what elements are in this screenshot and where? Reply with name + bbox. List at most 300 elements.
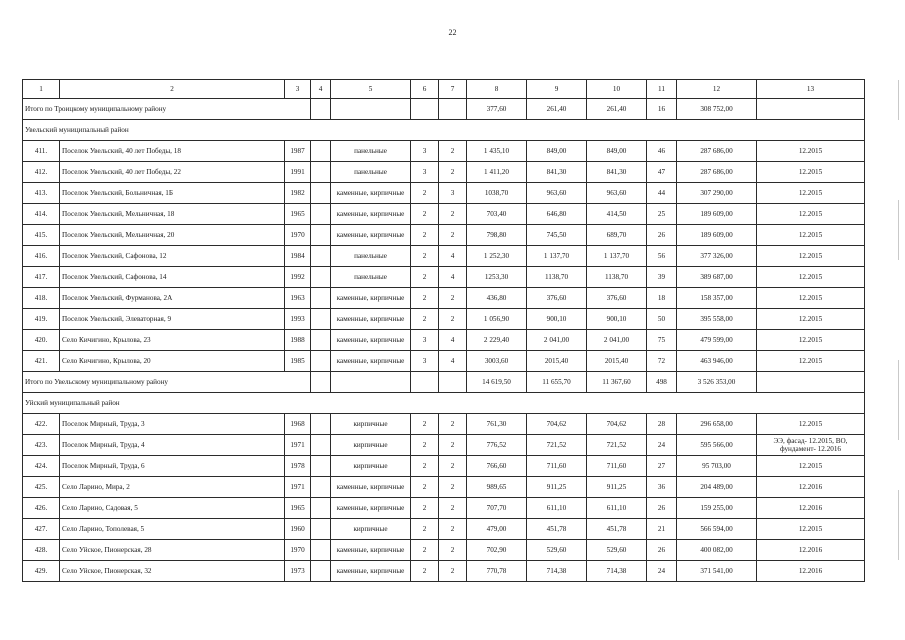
area-col8-cell: 776,52 xyxy=(467,435,527,456)
area-col8-cell: 436,80 xyxy=(467,288,527,309)
table-row xyxy=(23,477,865,498)
area-col10-cell: 451,78 xyxy=(587,519,647,540)
area-col8-cell: 1253,30 xyxy=(467,267,527,288)
area-col10-cell: 849,00 xyxy=(587,141,647,162)
area-col9-cell: 704,62 xyxy=(527,414,587,435)
row-number: 425. xyxy=(23,477,60,498)
total-residents: 16 xyxy=(647,99,677,120)
area-col9-cell: 963,60 xyxy=(527,183,587,204)
cost-cell: 400 082,00 xyxy=(677,540,757,561)
residents-cell: 46 xyxy=(647,141,677,162)
table-row xyxy=(23,141,865,162)
deadline-cell: 12.2015 xyxy=(757,246,865,267)
empty-cell xyxy=(311,225,331,246)
year-cell: 1993 xyxy=(285,309,311,330)
empty-cell xyxy=(311,372,331,393)
residents-cell: 56 xyxy=(647,246,677,267)
cost-cell: 377 326,00 xyxy=(677,246,757,267)
scan-margin-marks xyxy=(889,60,899,620)
table-row xyxy=(23,246,865,267)
cost-cell: 479 599,00 xyxy=(677,330,757,351)
year-cell: 1965 xyxy=(285,204,311,225)
housing-repair-table xyxy=(22,79,865,582)
row-number: 429. xyxy=(23,561,60,582)
empty-cell xyxy=(311,330,331,351)
floors-cell: 2 xyxy=(411,288,439,309)
wall-material-cell: панельные xyxy=(331,141,411,162)
total-area-col10: 261,40 xyxy=(587,99,647,120)
empty-cell xyxy=(311,288,331,309)
area-col8-cell: 2 229,40 xyxy=(467,330,527,351)
area-col8-cell: 1 252,30 xyxy=(467,246,527,267)
area-col10-cell: 704,62 xyxy=(587,414,647,435)
table-row xyxy=(23,414,865,435)
year-cell: 1992 xyxy=(285,267,311,288)
area-col10-cell: 414,50 xyxy=(587,204,647,225)
area-col8-cell: 766,60 xyxy=(467,456,527,477)
address-cell: Село Ларино, Тополевая, 5 xyxy=(60,519,285,540)
wall-material-cell: кирпичные xyxy=(331,519,411,540)
area-col10-cell: 841,30 xyxy=(587,162,647,183)
year-cell: 1970 xyxy=(285,225,311,246)
year-cell: 1968 xyxy=(285,414,311,435)
area-col9-cell: 611,10 xyxy=(527,498,587,519)
floors-cell: 3 xyxy=(411,330,439,351)
empty-cell xyxy=(439,99,467,120)
area-col9-cell: 841,30 xyxy=(527,162,587,183)
residents-cell: 72 xyxy=(647,351,677,372)
table-row xyxy=(23,435,865,456)
cost-cell: 287 686,00 xyxy=(677,162,757,183)
column-number-3: 3 xyxy=(285,80,311,99)
row-number: 411. xyxy=(23,141,60,162)
wall-material-cell: каменные, кирпичные xyxy=(331,561,411,582)
entrances-cell: 4 xyxy=(439,246,467,267)
table-row xyxy=(23,183,865,204)
residents-cell: 26 xyxy=(647,540,677,561)
empty-cell xyxy=(757,372,865,393)
area-col9-cell: 451,78 xyxy=(527,519,587,540)
deadline-cell: 12.2016 xyxy=(757,498,865,519)
residents-cell: 27 xyxy=(647,456,677,477)
column-number-2: 2 xyxy=(60,80,285,99)
area-col10-cell: 721,52 xyxy=(587,435,647,456)
table-row xyxy=(23,540,865,561)
total-area-col8: 377,60 xyxy=(467,99,527,120)
column-number-12: 12 xyxy=(677,80,757,99)
residents-cell: 18 xyxy=(647,288,677,309)
empty-cell xyxy=(311,435,331,456)
deadline-cell: 12.2015 xyxy=(757,204,865,225)
wall-material-cell: каменные, кирпичные xyxy=(331,498,411,519)
table-row xyxy=(23,351,865,372)
floors-cell: 3 xyxy=(411,162,439,183)
cost-cell: 371 541,00 xyxy=(677,561,757,582)
area-col10-cell: 711,60 xyxy=(587,456,647,477)
cost-cell: 159 255,00 xyxy=(677,498,757,519)
table-body xyxy=(23,80,865,582)
wall-material-cell: кирпичные xyxy=(331,414,411,435)
area-col9-cell: 376,60 xyxy=(527,288,587,309)
year-cell: 1971 xyxy=(285,435,311,456)
area-col9-cell: 849,00 xyxy=(527,141,587,162)
row-number: 417. xyxy=(23,267,60,288)
deadline-cell: 12.2015 xyxy=(757,309,865,330)
entrances-cell: 2 xyxy=(439,456,467,477)
deadline-cell: 12.2015 xyxy=(757,288,865,309)
floors-cell: 2 xyxy=(411,561,439,582)
area-col9-cell: 646,80 xyxy=(527,204,587,225)
row-number: 428. xyxy=(23,540,60,561)
floors-cell: 2 xyxy=(411,477,439,498)
empty-cell xyxy=(311,477,331,498)
floors-cell: 2 xyxy=(411,183,439,204)
area-col10-cell: 689,70 xyxy=(587,225,647,246)
floors-cell: 2 xyxy=(411,414,439,435)
table-row xyxy=(23,162,865,183)
area-col8-cell: 1 435,10 xyxy=(467,141,527,162)
cost-cell: 463 946,00 xyxy=(677,351,757,372)
cost-cell: 566 594,00 xyxy=(677,519,757,540)
row-number: 418. xyxy=(23,288,60,309)
empty-cell xyxy=(311,183,331,204)
table-row xyxy=(23,225,865,246)
residents-cell: 24 xyxy=(647,561,677,582)
row-number: 415. xyxy=(23,225,60,246)
cost-cell: 158 357,00 xyxy=(677,288,757,309)
area-col10-cell: 2 041,00 xyxy=(587,330,647,351)
area-col10-cell: 376,60 xyxy=(587,288,647,309)
floors-cell: 2 xyxy=(411,456,439,477)
entrances-cell: 2 xyxy=(439,288,467,309)
floors-cell: 2 xyxy=(411,267,439,288)
residents-cell: 24 xyxy=(647,435,677,456)
entrances-cell: 2 xyxy=(439,204,467,225)
address-cell: Поселок Увельский, 40 лет Победы, 18 xyxy=(60,141,285,162)
floors-cell: 2 xyxy=(411,498,439,519)
district-name: Уйский муниципальный район xyxy=(23,393,865,414)
deadline-cell: 12.2015 xyxy=(757,141,865,162)
area-col8-cell: 1038,70 xyxy=(467,183,527,204)
cost-cell: 389 687,00 xyxy=(677,267,757,288)
wall-material-cell: каменные, кирпичные xyxy=(331,540,411,561)
area-col10-cell: 529,60 xyxy=(587,540,647,561)
empty-cell xyxy=(311,309,331,330)
entrances-cell: 2 xyxy=(439,414,467,435)
wall-material-cell: каменные, кирпичные xyxy=(331,351,411,372)
year-cell: 1960 xyxy=(285,519,311,540)
year-cell: 1965 xyxy=(285,498,311,519)
residents-cell: 47 xyxy=(647,162,677,183)
deadline-cell: 12.2015 xyxy=(757,183,865,204)
address-cell: Поселок Увельский, Больничная, 1Б xyxy=(60,183,285,204)
address-cell: Поселок Увельский, Сафонова, 14 xyxy=(60,267,285,288)
total-area-col9: 261,40 xyxy=(527,99,587,120)
district-total-row xyxy=(23,99,865,120)
deadline-cell: 12.2015 xyxy=(757,225,865,246)
empty-cell xyxy=(311,456,331,477)
empty-cell xyxy=(439,372,467,393)
column-number-10: 10 xyxy=(587,80,647,99)
column-number-1: 1 xyxy=(23,80,60,99)
deadline-cell: 12.2015 xyxy=(757,351,865,372)
cost-cell: 287 686,00 xyxy=(677,141,757,162)
area-col9-cell: 900,10 xyxy=(527,309,587,330)
address-cell: Село Кичигино, Крылова, 20 xyxy=(60,351,285,372)
year-cell: 1985 xyxy=(285,351,311,372)
address-cell: Село Кичигино, Крылова, 23 xyxy=(60,330,285,351)
district-section-row xyxy=(23,120,865,141)
deadline-cell: 12.2016 xyxy=(757,477,865,498)
wall-material-cell: каменные, кирпичные xyxy=(331,477,411,498)
table-row xyxy=(23,309,865,330)
area-col9-cell: 1138,70 xyxy=(527,267,587,288)
entrances-cell: 2 xyxy=(439,519,467,540)
cost-cell: 189 609,00 xyxy=(677,225,757,246)
wall-material-cell: кирпичные xyxy=(331,456,411,477)
empty-cell xyxy=(311,414,331,435)
empty-cell xyxy=(311,267,331,288)
column-number-11: 11 xyxy=(647,80,677,99)
empty-cell xyxy=(311,204,331,225)
area-col9-cell: 2 041,00 xyxy=(527,330,587,351)
address-cell: Село Ларино, Садовая, 5 xyxy=(60,498,285,519)
address-cell: Поселок Увельский, Элеваторная, 9 xyxy=(60,309,285,330)
area-col8-cell: 1 056,90 xyxy=(467,309,527,330)
address-cell: Поселок Увельский, Фурманова, 2А xyxy=(60,288,285,309)
year-cell: 1971 xyxy=(285,477,311,498)
table-row xyxy=(23,288,865,309)
total-label: Итого по Троицкому муниципальному району xyxy=(23,99,311,120)
area-col9-cell: 529,60 xyxy=(527,540,587,561)
area-col10-cell: 1 137,70 xyxy=(587,246,647,267)
floors-cell: 3 xyxy=(411,351,439,372)
entrances-cell: 2 xyxy=(439,561,467,582)
entrances-cell: 4 xyxy=(439,267,467,288)
residents-cell: 25 xyxy=(647,204,677,225)
total-cost: 308 752,00 xyxy=(677,99,757,120)
area-col10-cell: 2015,40 xyxy=(587,351,647,372)
table-row xyxy=(23,456,865,477)
empty-cell xyxy=(411,99,439,120)
year-cell: 1982 xyxy=(285,183,311,204)
deadline-cell: 12.2016 xyxy=(757,540,865,561)
entrances-cell: 2 xyxy=(439,162,467,183)
entrances-cell: 2 xyxy=(439,540,467,561)
area-col8-cell: 479,00 xyxy=(467,519,527,540)
area-col10-cell: 1138,70 xyxy=(587,267,647,288)
row-number: 419. xyxy=(23,309,60,330)
total-label: Итого по Увельскому муниципальному району xyxy=(23,372,311,393)
address-cell: Поселок Мирный, Труда, 3 xyxy=(60,414,285,435)
area-col10-cell: 611,10 xyxy=(587,498,647,519)
year-cell: 1987 xyxy=(285,141,311,162)
cost-cell: 395 558,00 xyxy=(677,309,757,330)
deadline-cell: 12.2015 xyxy=(757,267,865,288)
area-col8-cell: 703,40 xyxy=(467,204,527,225)
area-col9-cell: 745,50 xyxy=(527,225,587,246)
residents-cell: 44 xyxy=(647,183,677,204)
district-total-row xyxy=(23,372,865,393)
area-col9-cell: 711,60 xyxy=(527,456,587,477)
area-col8-cell: 989,65 xyxy=(467,477,527,498)
area-col10-cell: 900,10 xyxy=(587,309,647,330)
total-area-col10: 11 367,60 xyxy=(587,372,647,393)
address-cell: Поселок Увельский, Мельничная, 20 xyxy=(60,225,285,246)
area-col9-cell: 714,38 xyxy=(527,561,587,582)
empty-cell xyxy=(311,540,331,561)
year-cell: 1973 xyxy=(285,561,311,582)
area-col9-cell: 911,25 xyxy=(527,477,587,498)
residents-cell: 39 xyxy=(647,267,677,288)
empty-cell xyxy=(311,99,331,120)
row-number: 423. xyxy=(23,435,60,456)
total-area-col9: 11 655,70 xyxy=(527,372,587,393)
address-cell: Село Ларино, Мира, 2 xyxy=(60,477,285,498)
area-col10-cell: 963,60 xyxy=(587,183,647,204)
year-cell: 1970 xyxy=(285,540,311,561)
district-section-row xyxy=(23,393,865,414)
cost-cell: 95 703,00 xyxy=(677,456,757,477)
column-number-13: 13 xyxy=(757,80,865,99)
residents-cell: 26 xyxy=(647,498,677,519)
wall-material-cell: кирпичные xyxy=(331,435,411,456)
row-number: 421. xyxy=(23,351,60,372)
empty-cell xyxy=(331,99,411,120)
floors-cell: 2 xyxy=(411,435,439,456)
deadline-cell: 12.2015 xyxy=(757,519,865,540)
wall-material-cell: панельные xyxy=(331,246,411,267)
wall-material-cell: каменные, кирпичные xyxy=(331,225,411,246)
area-col9-cell: 1 137,70 xyxy=(527,246,587,267)
empty-cell xyxy=(311,141,331,162)
residents-cell: 75 xyxy=(647,330,677,351)
deadline-cell: 12.2016 xyxy=(757,561,865,582)
wall-material-cell: каменные, кирпичные xyxy=(331,309,411,330)
table-row xyxy=(23,267,865,288)
deadline-cell: ЭЭ, фасад- 12.2015, ВО, фундамент- 12.2016 xyxy=(757,435,865,456)
entrances-cell: 2 xyxy=(439,477,467,498)
area-col9-cell: 2015,40 xyxy=(527,351,587,372)
entrances-cell: 2 xyxy=(439,141,467,162)
row-number: 427. xyxy=(23,519,60,540)
row-number: 416. xyxy=(23,246,60,267)
district-name: Увельский муниципальный район xyxy=(23,120,865,141)
deadline-cell: 12.2015 xyxy=(757,414,865,435)
column-number-8: 8 xyxy=(467,80,527,99)
column-number-5: 5 xyxy=(331,80,411,99)
entrances-cell: 4 xyxy=(439,351,467,372)
deadline-cell: 12.2015 xyxy=(757,330,865,351)
area-col8-cell: 707,70 xyxy=(467,498,527,519)
entrances-cell: 2 xyxy=(439,498,467,519)
residents-cell: 28 xyxy=(647,414,677,435)
floors-cell: 2 xyxy=(411,246,439,267)
empty-cell xyxy=(311,162,331,183)
deadline-cell: 12.2015 xyxy=(757,162,865,183)
row-number: 424. xyxy=(23,456,60,477)
deadline-cell: 12.2015 xyxy=(757,456,865,477)
entrances-cell: 4 xyxy=(439,330,467,351)
area-col9-cell: 721,52 xyxy=(527,435,587,456)
empty-cell xyxy=(311,561,331,582)
residents-cell: 21 xyxy=(647,519,677,540)
total-residents: 498 xyxy=(647,372,677,393)
cost-cell: 307 290,00 xyxy=(677,183,757,204)
empty-cell xyxy=(311,351,331,372)
address-cell: Поселок Увельский, Мельничная, 18 xyxy=(60,204,285,225)
column-number-9: 9 xyxy=(527,80,587,99)
empty-cell xyxy=(331,372,411,393)
entrances-cell: 3 xyxy=(439,183,467,204)
residents-cell: 26 xyxy=(647,225,677,246)
area-col8-cell: 761,30 xyxy=(467,414,527,435)
total-area-col8: 14 619,50 xyxy=(467,372,527,393)
empty-cell xyxy=(311,519,331,540)
address-cell: Село Уйское, Пионерская, 28 xyxy=(60,540,285,561)
row-number: 412. xyxy=(23,162,60,183)
page-number: 22 xyxy=(448,28,457,37)
row-number: 422. xyxy=(23,414,60,435)
address-cell: Поселок Мирный, Труда, 4 xyxy=(60,435,285,456)
empty-cell xyxy=(411,372,439,393)
row-number: 413. xyxy=(23,183,60,204)
wall-material-cell: панельные xyxy=(331,162,411,183)
column-number-header-row xyxy=(23,80,865,99)
column-number-6: 6 xyxy=(411,80,439,99)
entrances-cell: 2 xyxy=(439,435,467,456)
wall-material-cell: панельные xyxy=(331,267,411,288)
area-col10-cell: 714,38 xyxy=(587,561,647,582)
entrances-cell: 2 xyxy=(439,309,467,330)
address-cell: Село Уйское, Пионерская, 32 xyxy=(60,561,285,582)
wall-material-cell: каменные, кирпичные xyxy=(331,183,411,204)
residents-cell: 36 xyxy=(647,477,677,498)
row-number: 426. xyxy=(23,498,60,519)
table-row xyxy=(23,498,865,519)
table-row xyxy=(23,204,865,225)
cost-cell: 204 489,00 xyxy=(677,477,757,498)
year-cell: 1991 xyxy=(285,162,311,183)
year-cell: 1963 xyxy=(285,288,311,309)
empty-cell xyxy=(311,498,331,519)
table-row xyxy=(23,519,865,540)
wall-material-cell: каменные, кирпичные xyxy=(331,204,411,225)
address-cell: Поселок Увельский, Сафонова, 12 xyxy=(60,246,285,267)
row-number: 414. xyxy=(23,204,60,225)
floors-cell: 2 xyxy=(411,225,439,246)
wall-material-cell: каменные, кирпичные xyxy=(331,288,411,309)
cost-cell: 189 609,00 xyxy=(677,204,757,225)
cost-cell: 296 658,00 xyxy=(677,414,757,435)
area-col8-cell: 798,80 xyxy=(467,225,527,246)
area-col8-cell: 3003,60 xyxy=(467,351,527,372)
table-row xyxy=(23,330,865,351)
residents-cell: 50 xyxy=(647,309,677,330)
year-cell: 1984 xyxy=(285,246,311,267)
wall-material-cell: каменные, кирпичные xyxy=(331,330,411,351)
total-cost: 3 526 353,00 xyxy=(677,372,757,393)
year-cell: 1978 xyxy=(285,456,311,477)
column-number-4: 4 xyxy=(311,80,331,99)
empty-cell xyxy=(311,246,331,267)
floors-cell: 2 xyxy=(411,540,439,561)
address-cell: Поселок Мирный, Труда, 6 xyxy=(60,456,285,477)
area-col10-cell: 911,25 xyxy=(587,477,647,498)
table-row xyxy=(23,561,865,582)
cost-cell: 595 566,00 xyxy=(677,435,757,456)
entrances-cell: 2 xyxy=(439,225,467,246)
